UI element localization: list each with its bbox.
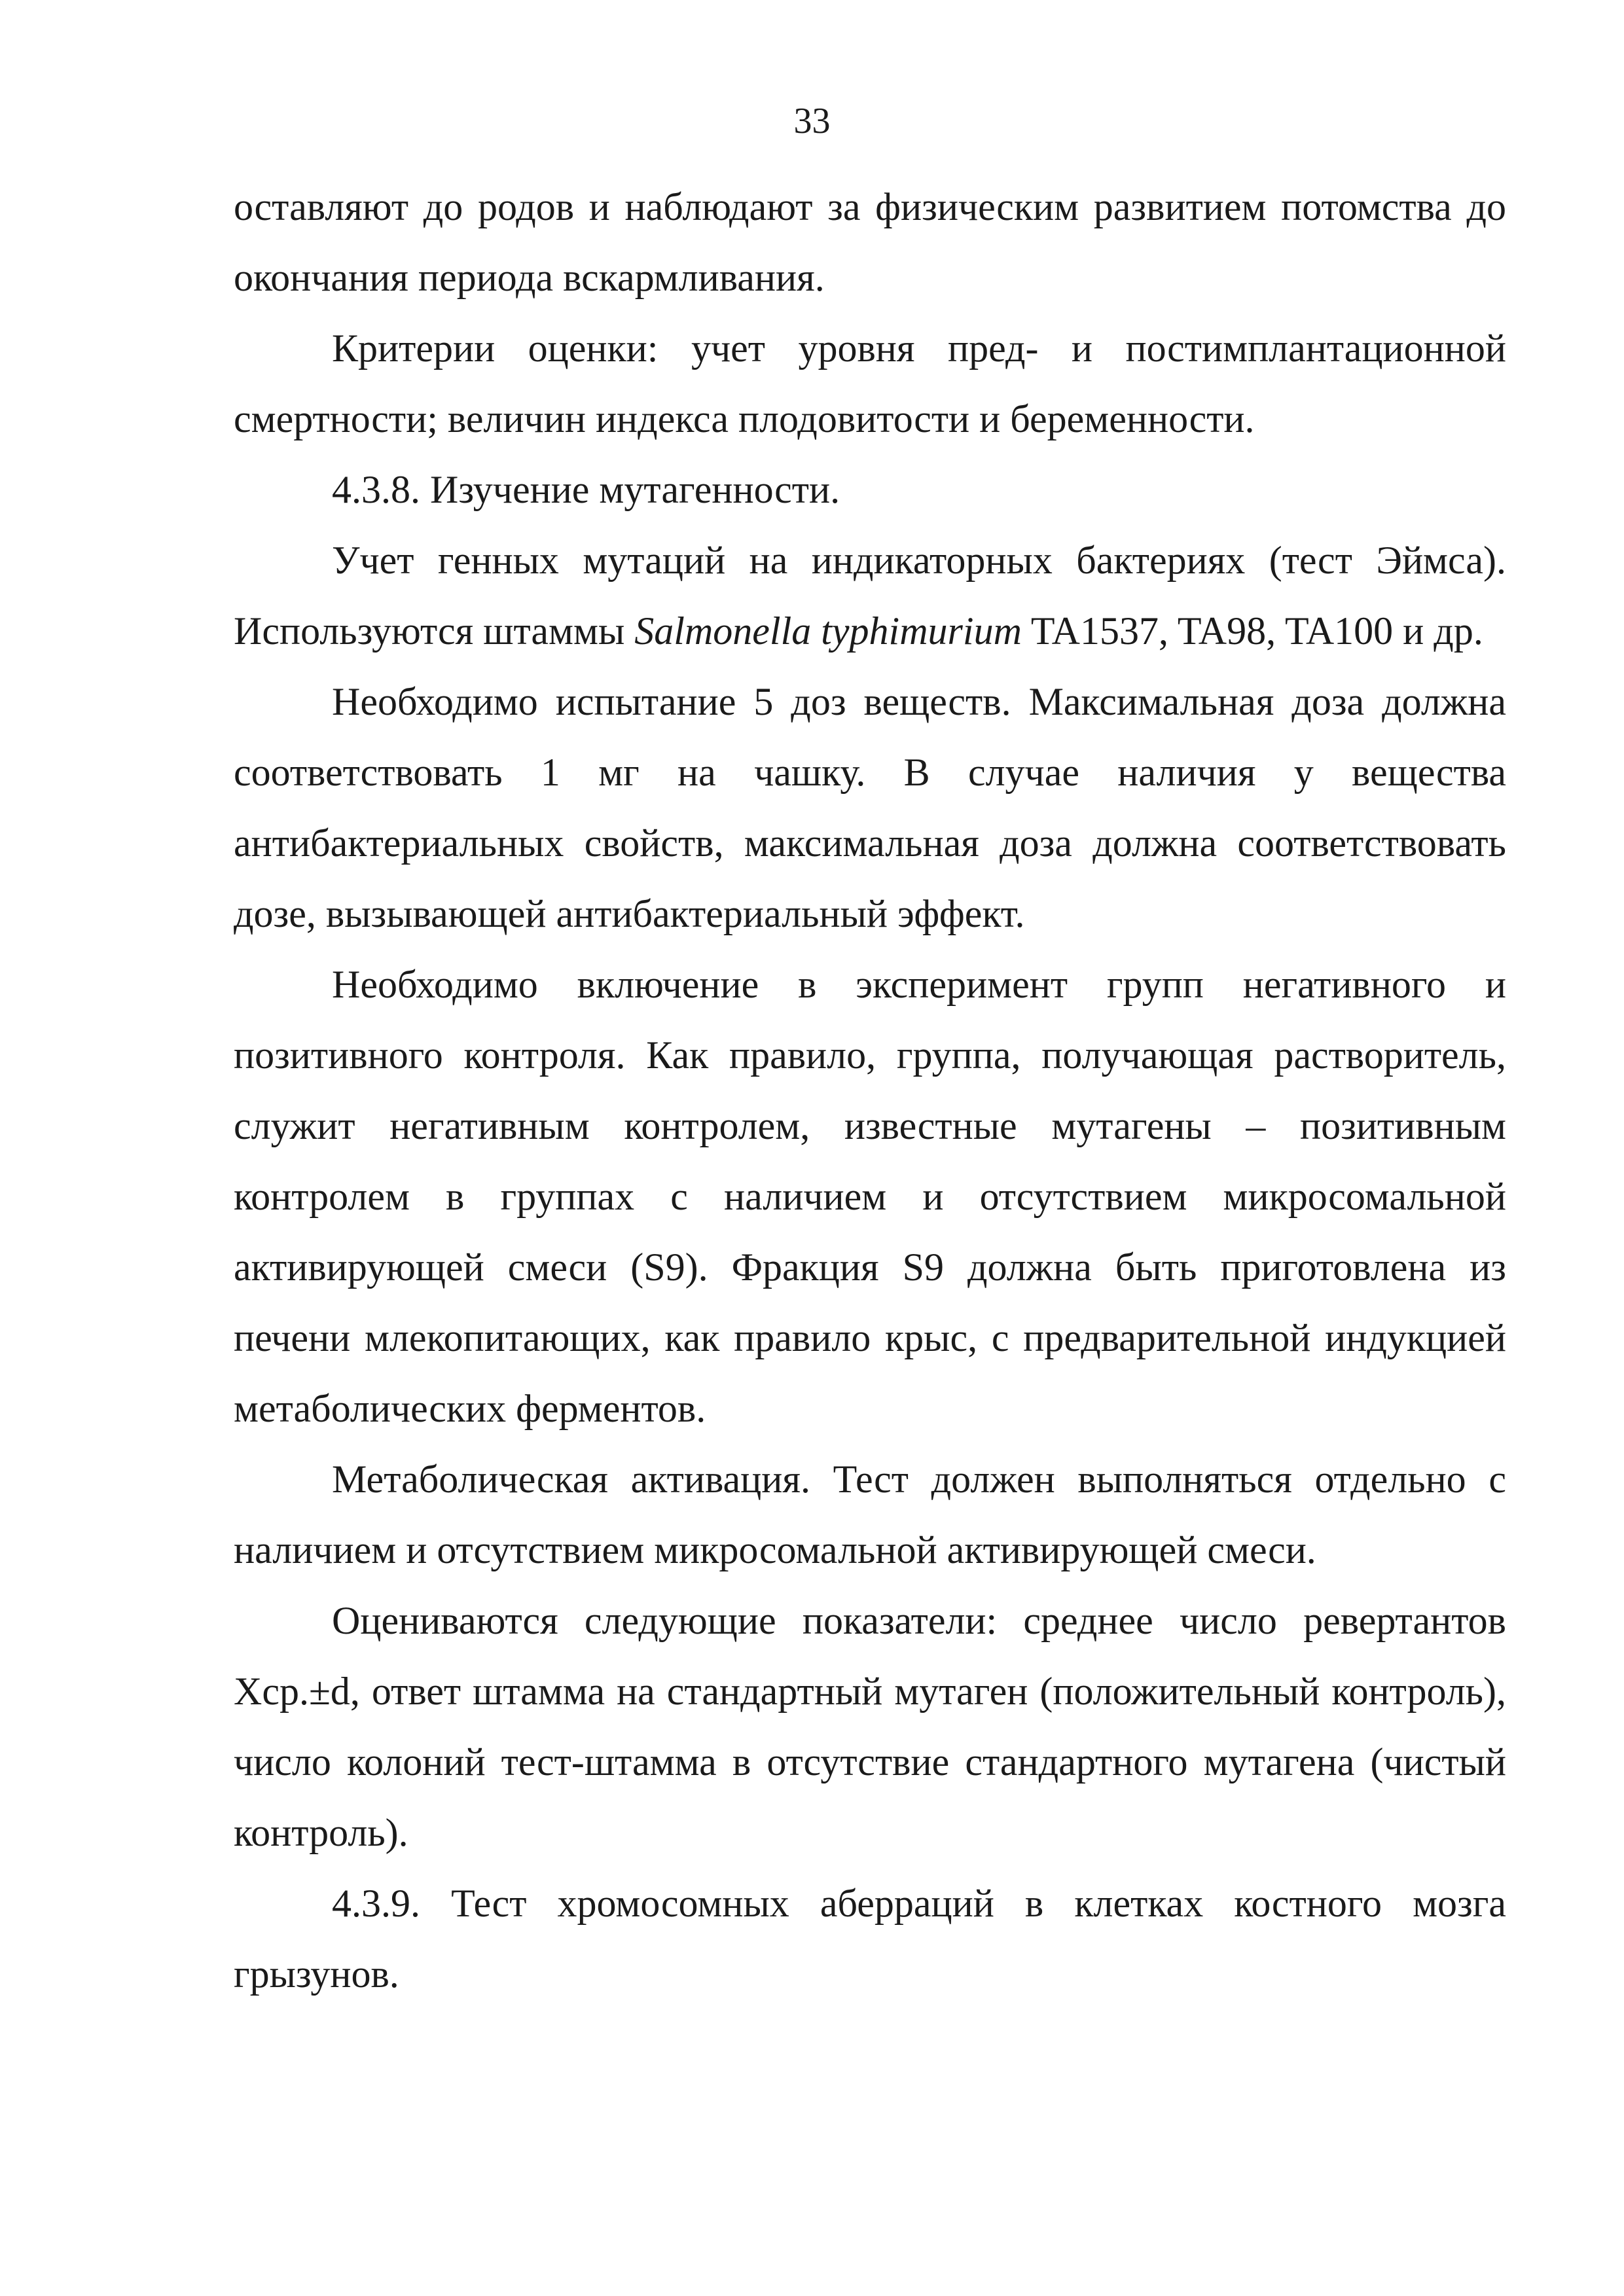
section-heading-4-3-8: 4.3.8. Изучение мутагенности. <box>332 468 840 511</box>
paragraph-ames-test <box>234 525 1506 666</box>
ames-test-text-before: Учет генных мутаций на индикаторных бактериях (тест Эймса). Используются штаммы <box>234 539 1506 653</box>
page-number: 33 <box>793 101 831 141</box>
paragraph-doses: Необходимо испытание 5 доз веществ. Максимальная доза должна соответствовать 1 мг на чашку. В случае наличия у вещества антибактериальных свойств, максимальная доза должна соответствовать дозе, вызывающей антибактериальный эффект. <box>234 680 1506 935</box>
paragraph-indicators: Оцениваются следующие показатели: среднее число ревертантов Хср.±d, ответ штамма на стандартный мутаген (положительный контроль), число колоний тест-штамма в отсутствие стандартного мутагена (чистый контроль). <box>234 1599 1506 1854</box>
paragraph-controls: Необходимо включение в эксперимент групп негативного и позитивного контроля. Как правило, группа, получающая растворитель, служит негативным контролем, известные мутагены – позитивным контролем в группах с наличием и отсутствием микросомальной активирующей смеси (S9). Фракция S9 должна быть приготовлена из печени млекопитающих, как правило крыс, с предварительной индукцией метаболических ферментов. <box>234 963 1506 1430</box>
paragraph-evaluation-criteria: Критерии оценки: учет уровня пред- и постимплантационной смертности; величин индекса плодовитости и беременности. <box>234 327 1506 440</box>
species-name: Salmonella typhimurium <box>634 609 1022 653</box>
ames-test-text-after: TA1537, TA98, TA100 и др. <box>1021 609 1483 653</box>
paragraph-continuation: оставляют до родов и наблюдают за физическим развитием потомства до окончания периода вскармливания. <box>234 185 1506 299</box>
paragraph-metabolic-activation: Метаболическая активация. Тест должен выполняться отдельно с наличием и отсутствием микросомальной активирующей смеси. <box>234 1458 1506 1571</box>
body-text <box>234 171 1506 2009</box>
section-heading-4-3-9: 4.3.9. Тест хромосомных аберраций в клетках костного мозга грызунов. <box>234 1882 1506 1996</box>
